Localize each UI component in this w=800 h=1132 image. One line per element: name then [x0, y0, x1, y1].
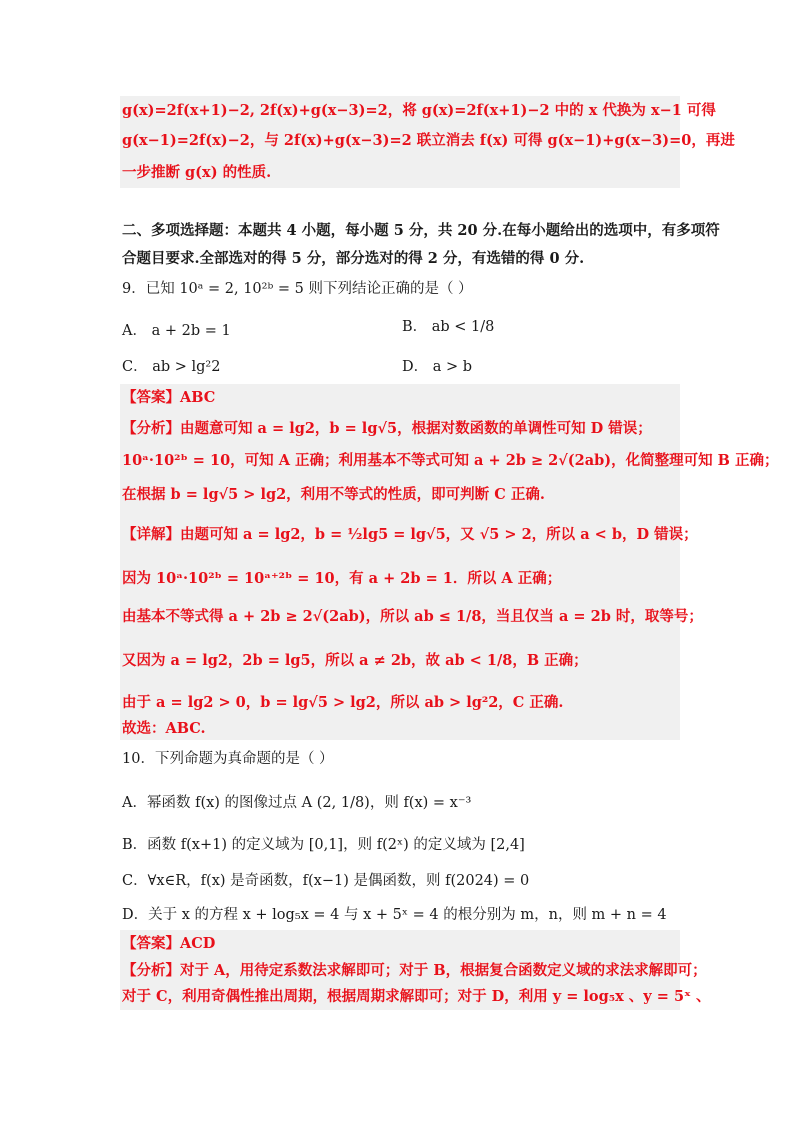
q9-detail-3: 由基本不等式得 a + 2b ≥ 2√(2ab)，所以 ab ≤ 1/8，当且仅当 a = 2b 时，取等号； — [122, 608, 703, 625]
q9-analysis-2: 10ᵃ·10²ᵇ = 10，可知 A 正确；利用基本不等式可知 a + 2b ≥ 2√(2ab)，化简整理可知 B 正确； — [122, 452, 779, 469]
q9-analysis-3: 在根据 b = lg√5 > lg2，利用不等式的性质，即可判断 C 正确. — [122, 486, 545, 503]
q10-analysis-1: 【分析】对于 A，用待定系数法求解即可；对于 B，根据复合函数定义域的求法求解即可； — [122, 962, 707, 979]
q9-detail-4: 又因为 a = lg2，2b = lg5，所以 a ≠ 2b，故 ab < 1/8，B 正确； — [122, 652, 588, 669]
q9-analysis-1: 【分析】由题意可知 a = lg2，b = lg√5，根据对数函数的单调性可知 D 错误； — [122, 420, 652, 437]
q10-option-d: D．关于 x 的方程 x + log₅x = 4 与 x + 5ˣ = 4 的根分别为 m，n，则 m + n = 4 — [122, 907, 667, 923]
q10-answer: 【答案】ACD — [122, 935, 216, 952]
q10-option-c: C．∀x∈R，f(x) 是奇函数，f(x−1) 是偶函数，则 f(2024) = 0 — [122, 873, 530, 889]
q9-detail-1: 【详解】由题可知 a = lg2，b = ½lg5 = lg√5，又 √5 > 2，所以 a < b，D 错误； — [122, 526, 698, 543]
top-line-2: g(x−1)=2f(x)−2，与 2f(x)+g(x−3)=2 联立消去 f(x) 可得 g(x−1)+g(x−3)=0，再进 — [122, 132, 735, 149]
q9-option-c: C． ab > lg²2 — [122, 359, 221, 375]
q9-stem: 9．已知 10ᵃ = 2, 10²ᵇ = 5 则下列结论正确的是（ ） — [122, 281, 473, 297]
q10-option-b: B．函数 f(x+1) 的定义域为 [0,1]，则 f(2ˣ) 的定义域为 [2,4] — [122, 837, 525, 853]
top-line-1: g(x)=2f(x+1)−2, 2f(x)+g(x−3)=2，将 g(x)=2f(x+1)−2 中的 x 代换为 x−1 可得 — [122, 102, 716, 119]
q9-detail-5: 由于 a = lg2 > 0，b = lg√5 > lg2，所以 ab > lg²2，C 正确. — [122, 694, 564, 711]
section-heading-line-1: 二、多项选择题：本题共 4 小题，每小题 5 分，共 20 分.在每小题给出的选项中，有多项符 — [122, 222, 720, 239]
top-line-3: 一步推断 g(x) 的性质. — [122, 164, 272, 181]
q9-detail-2: 因为 10ᵃ·10²ᵇ = 10ᵃ⁺²ᵇ = 10，有 a + 2b = 1．所以 A 正确； — [122, 570, 562, 587]
q10-stem: 10．下列命题为真命题的是（ ） — [122, 751, 334, 767]
q9-option-a: A． a + 2b = 1 — [122, 323, 231, 339]
section-heading-line-2: 合题目要求.全部选对的得 5 分，部分选对的得 2 分，有选错的得 0 分. — [122, 250, 585, 267]
q10-option-a: A．幂函数 f(x) 的图像过点 A (2, 1/8)，则 f(x) = x⁻³ — [122, 795, 472, 811]
q9-option-d: D． a > b — [402, 359, 473, 375]
q9-option-b: B． ab < 1/8 — [402, 319, 495, 335]
q9-answer: 【答案】ABC — [122, 389, 216, 406]
q9-choose: 故选：ABC. — [122, 720, 206, 737]
q10-analysis-2: 对于 C，利用奇偶性推出周期，根据周期求解即可；对于 D，利用 y = log₅x 、y = 5ˣ 、 — [122, 988, 711, 1005]
